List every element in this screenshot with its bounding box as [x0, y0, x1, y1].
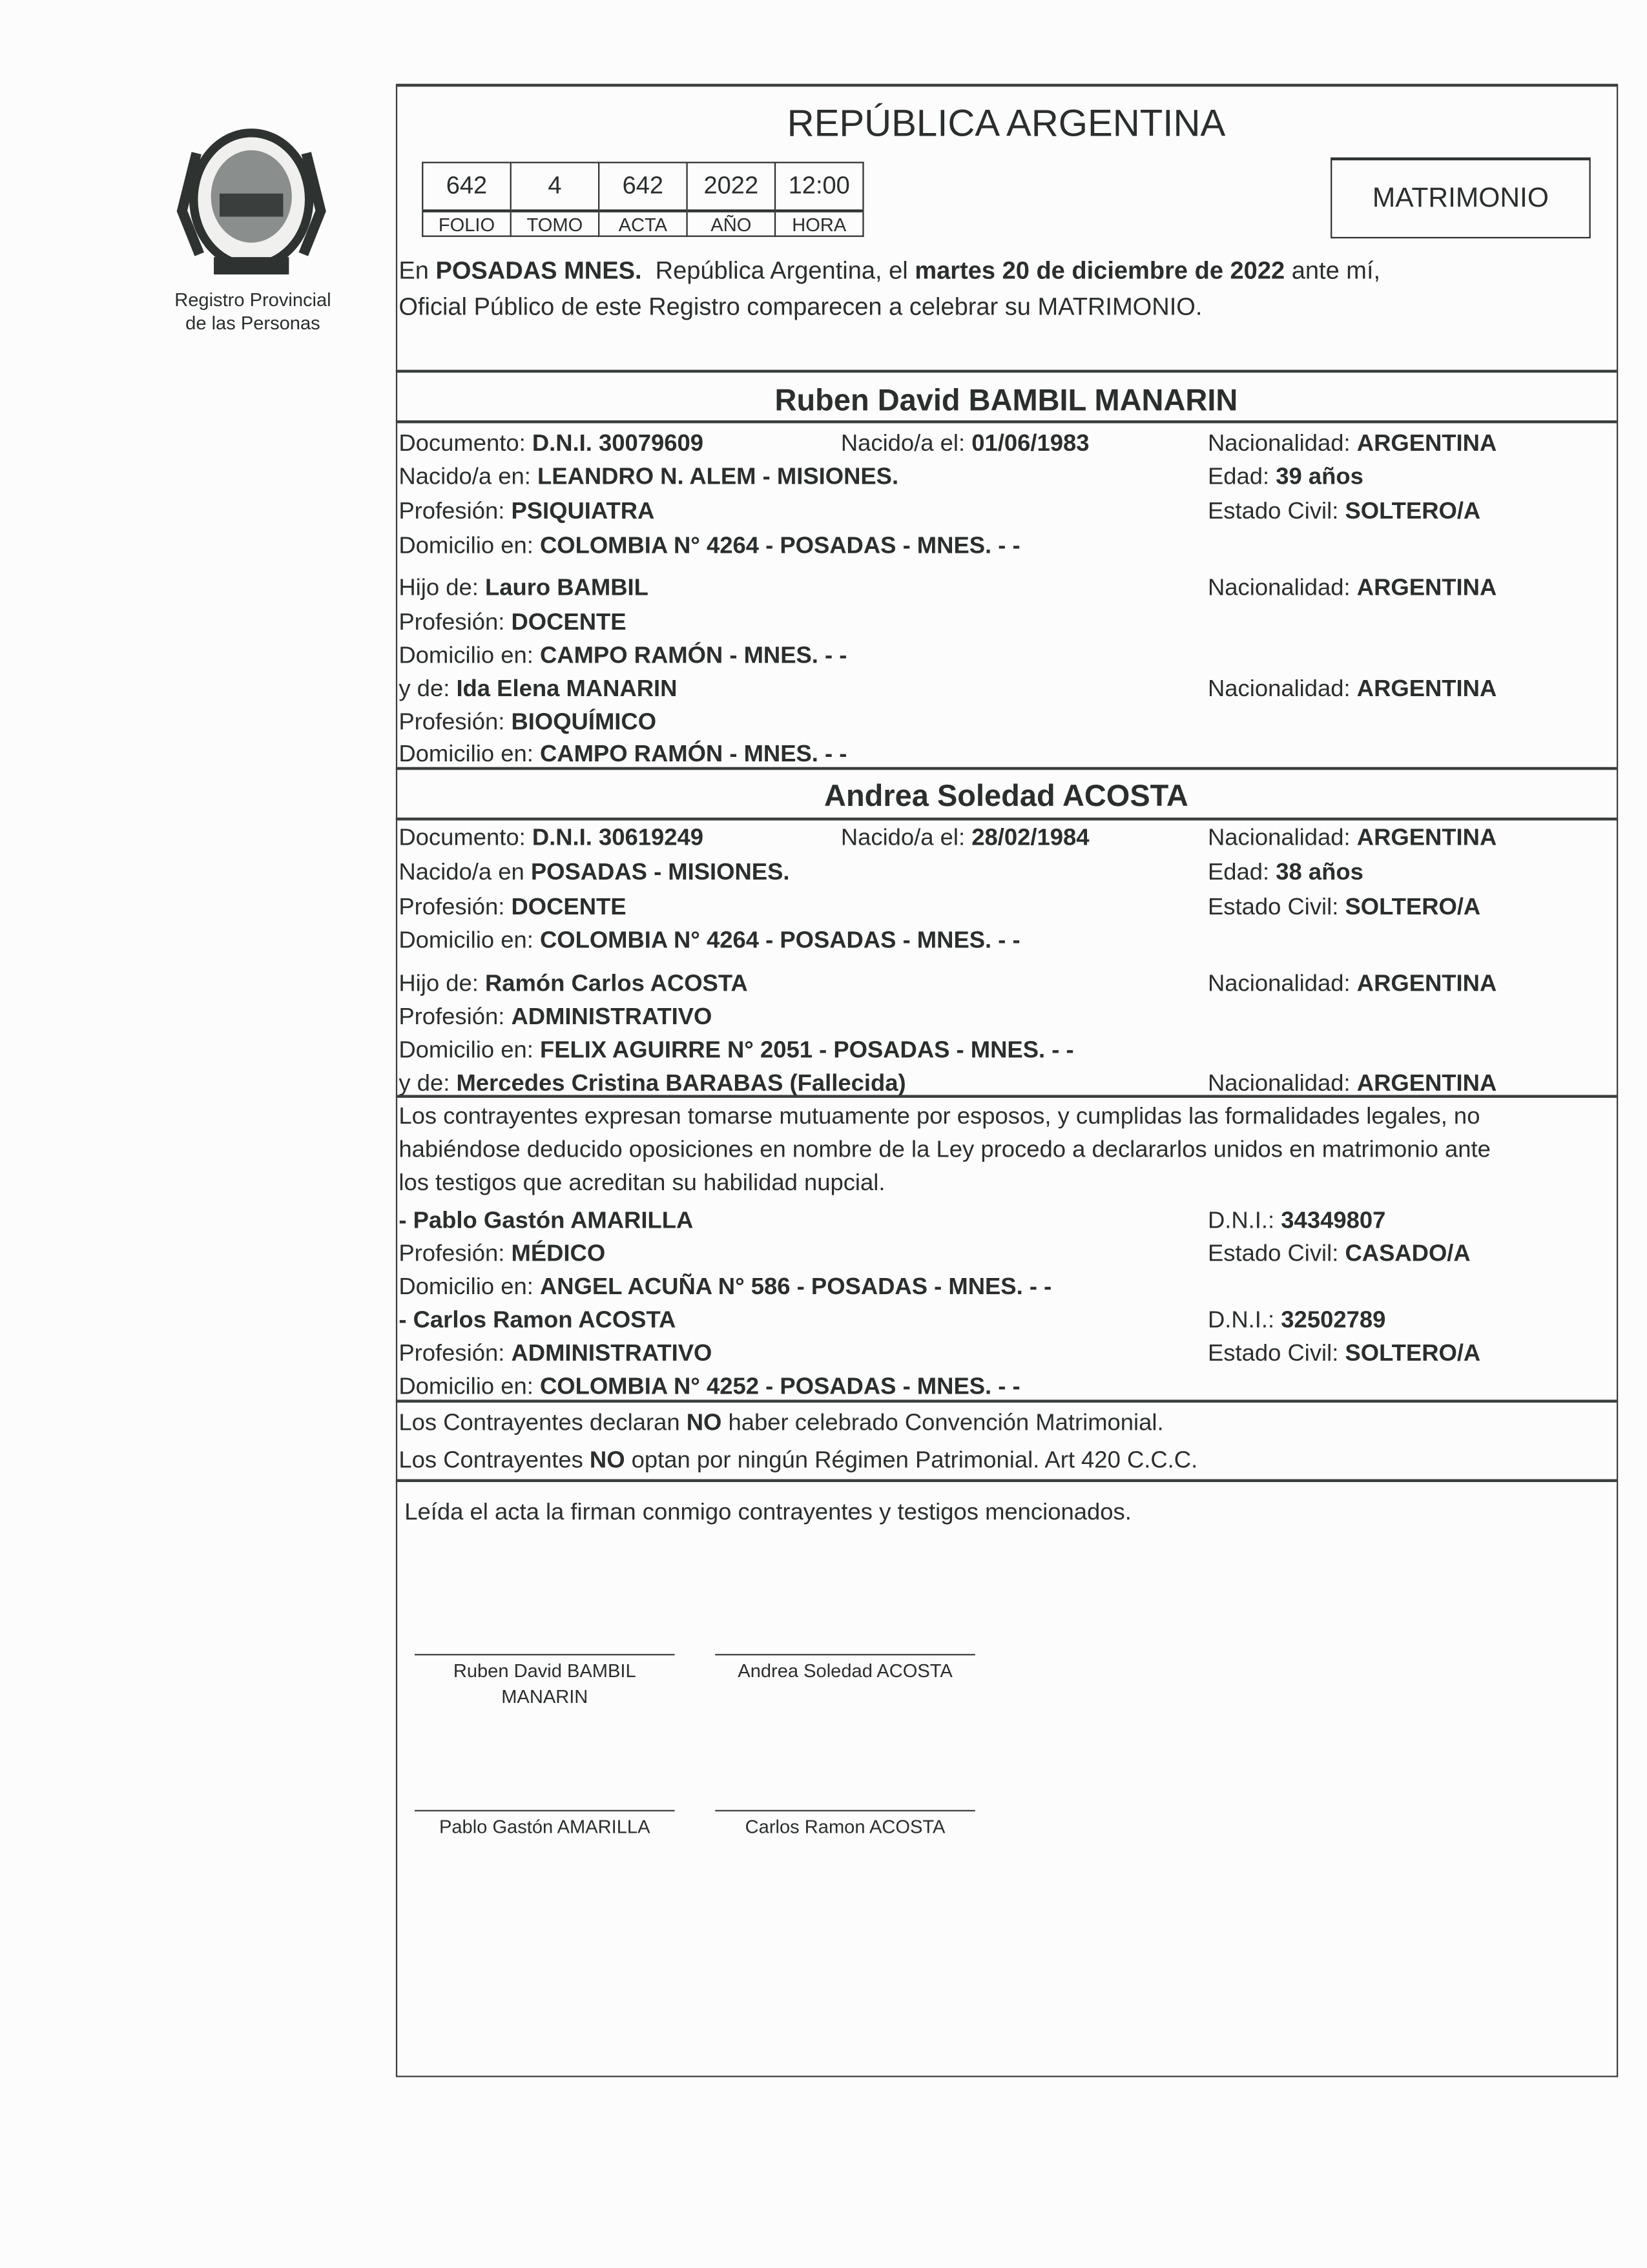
anio-label: AÑO — [687, 211, 775, 236]
divider — [396, 1479, 1617, 1481]
l: Nacionalidad: — [1207, 971, 1357, 997]
l: Domicilio en: — [399, 1374, 540, 1400]
divider — [396, 420, 1617, 423]
groom-father — [399, 573, 648, 603]
anio-value: 2022 — [687, 163, 775, 211]
groom-birthdate — [841, 429, 1090, 458]
l: Nacionalidad: — [1207, 1070, 1357, 1097]
groom-name: Ruben David BAMBIL MANARIN — [774, 384, 1238, 418]
v: ARGENTINA — [1356, 1070, 1497, 1097]
groom-nationality — [1208, 429, 1497, 458]
l: y de: — [399, 675, 457, 703]
groom-age — [1208, 462, 1363, 491]
hora-label: HORA — [775, 211, 863, 236]
witness-1-dni — [1208, 1206, 1385, 1235]
v: 38 años — [1276, 859, 1363, 886]
t: ante mí, — [1285, 257, 1381, 285]
bride-profession — [399, 892, 626, 922]
bride-address — [399, 926, 1020, 955]
witness-2-name — [399, 1306, 676, 1335]
witness-1-address — [399, 1273, 1051, 1302]
t: Los Contrayentes declaran — [399, 1410, 687, 1436]
l: Profesión: — [399, 709, 512, 736]
tomo-label: TOMO — [511, 211, 599, 236]
v: Ida Elena MANARIN — [456, 675, 678, 703]
closing-statement: Leída el acta la firman conmigo contrayentes y testigos mencionados. — [404, 1499, 1132, 1526]
t: República Argentina, el — [641, 257, 915, 285]
v: BIOQUÍMICO — [511, 709, 657, 736]
divider — [396, 1095, 1617, 1097]
l: Nacionalidad: — [1207, 430, 1357, 457]
signature-bride: Andrea Soledad ACOSTA — [715, 1654, 975, 1684]
groom-father-profession — [399, 608, 626, 637]
l: D.N.I.: — [1207, 1307, 1281, 1334]
l: Hijo de: — [399, 575, 485, 601]
l: Nacido/a en: — [399, 464, 537, 490]
bride-name: Andrea Soledad ACOSTA — [824, 779, 1188, 814]
declaration-line-2: habiéndose deducido oposiciones en nombre de la Ley procedo a declararlos unidos en matrimonio ante — [399, 1137, 1491, 1163]
v: D.N.I. 30619249 — [532, 825, 704, 851]
v: ARGENTINA — [1356, 675, 1497, 703]
l: y de: — [399, 1070, 457, 1097]
province-seal-logo — [171, 124, 333, 283]
tomo-value: 4 — [511, 163, 599, 211]
l: Edad: — [1207, 464, 1276, 490]
v: COLOMBIA N° 4264 - POSADAS - MNES. - - — [539, 927, 1020, 954]
v: SOLTERO/A — [1345, 1340, 1481, 1367]
v: DOCENTE — [511, 894, 627, 920]
caption-line-1: Registro Provincial — [174, 289, 331, 311]
divider — [396, 767, 1617, 770]
l: Nacionalidad: — [1207, 825, 1357, 851]
groom-mother-profession — [399, 708, 656, 737]
v: COLOMBIA N° 4264 - POSADAS - MNES. - - — [539, 533, 1020, 559]
l: Profesión: — [399, 609, 512, 636]
t: optan por ningún Régimen Patrimonial. Art 420 C.C.C. — [625, 1447, 1198, 1474]
bride-father-address — [399, 1036, 1073, 1065]
v: DOCENTE — [511, 609, 627, 636]
v: ADMINISTRATIVO — [511, 1004, 712, 1030]
v: NO — [686, 1410, 722, 1436]
l: Profesión: — [399, 1241, 512, 1267]
l: Edad: — [1207, 859, 1276, 886]
l: Profesión: — [399, 894, 512, 920]
groom-mother — [399, 675, 677, 704]
witness-2-dni — [1208, 1306, 1385, 1335]
l: Documento: — [399, 825, 532, 851]
groom-profession — [399, 497, 654, 526]
l: Profesión: — [399, 1004, 512, 1030]
v: CASADO/A — [1345, 1241, 1471, 1267]
v: FELIX AGUIRRE N° 2051 - POSADAS - MNES. - - — [539, 1037, 1074, 1064]
v: ANGEL ACUÑA N° 586 - POSADAS - MNES. - - — [539, 1273, 1052, 1301]
witness-2-address — [399, 1372, 1020, 1401]
l: Nacido/a el: — [840, 430, 972, 457]
v: Mercedes Cristina BARABAS (Fallecida) — [456, 1070, 906, 1097]
v: PSIQUIATRA — [511, 498, 655, 524]
v: SOLTERO/A — [1345, 498, 1481, 524]
v: 32502789 — [1281, 1307, 1386, 1334]
date: martes 20 de diciembre de 2022 — [915, 257, 1285, 285]
v: SOLTERO/A — [1345, 894, 1481, 920]
place: POSADAS MNES. — [435, 257, 642, 285]
acta-value: 642 — [599, 163, 687, 211]
l: Domicilio en: — [399, 533, 540, 559]
bride-mother — [399, 1069, 906, 1098]
intro-line-1 — [399, 257, 1380, 286]
l: Hijo de: — [399, 971, 485, 997]
v: ARGENTINA — [1356, 825, 1497, 851]
groom-father-nationality — [1208, 573, 1497, 603]
v: MÉDICO — [511, 1241, 606, 1267]
l: Estado Civil: — [1207, 1241, 1345, 1267]
acta-label: ACTA — [599, 211, 687, 236]
v: D.N.I. 30079609 — [532, 430, 704, 457]
l: Profesión: — [399, 498, 512, 524]
declaration-line-1: Los contrayentes expresan tomarse mutuamente por esposos, y cumplidas las formalidades legales, no — [399, 1103, 1480, 1130]
v: ARGENTINA — [1356, 430, 1497, 457]
v: ARGENTINA — [1356, 971, 1497, 997]
groom-address — [399, 531, 1020, 561]
v: CAMPO RAMÓN - MNES. - - — [539, 643, 847, 669]
bride-birthdate — [841, 823, 1090, 852]
folio-label: FOLIO — [422, 211, 510, 236]
v: Ramón Carlos ACOSTA — [484, 971, 748, 997]
t: haber celebrado Convención Matrimonial. — [721, 1410, 1164, 1436]
bride-father-profession — [399, 1002, 712, 1031]
caption-line-2: de las Personas — [185, 312, 320, 334]
v: 34349807 — [1281, 1207, 1386, 1234]
groom-civil-status — [1208, 497, 1480, 526]
declaration-line-3: los testigos que acreditan su habilidad nupcial. — [399, 1170, 886, 1197]
groom-father-address — [399, 641, 847, 670]
signature-witness-1: Pablo Gastón AMARILLA — [415, 1810, 675, 1840]
witness-1-name — [399, 1206, 693, 1235]
v: ADMINISTRATIVO — [511, 1340, 712, 1367]
witness-1-civil-status — [1208, 1239, 1471, 1268]
bride-document — [399, 823, 703, 852]
l: Estado Civil: — [1207, 894, 1345, 920]
v: 01/06/1983 — [971, 430, 1090, 457]
page-title: REPÚBLICA ARGENTINA — [787, 101, 1226, 145]
registry-caption — [145, 289, 362, 335]
intro-line-2: Oficial Público de este Registro comparecen a celebrar su MATRIMONIO. — [399, 293, 1203, 321]
bride-nationality — [1208, 823, 1497, 852]
divider — [396, 1399, 1617, 1402]
l: Domicilio en: — [399, 741, 540, 767]
l: Profesión: — [399, 1340, 512, 1367]
witness-1-profession — [399, 1239, 605, 1268]
v: COLOMBIA N° 4252 - POSADAS - MNES. - - — [539, 1374, 1020, 1400]
l: Nacido/a el: — [840, 825, 972, 851]
bride-mother-nationality — [1208, 1069, 1497, 1098]
t: En — [399, 257, 436, 285]
groom-mother-nationality — [1208, 675, 1497, 704]
hora-value: 12:00 — [775, 163, 863, 211]
v: POSADAS - MISIONES. — [530, 859, 790, 886]
v: 39 años — [1276, 464, 1363, 490]
v: ARGENTINA — [1356, 575, 1497, 601]
l: Nacionalidad: — [1207, 575, 1357, 601]
convention-statement — [399, 1408, 1163, 1438]
l: Domicilio en: — [399, 643, 540, 669]
v: CAMPO RAMÓN - MNES. - - — [539, 741, 847, 767]
groom-document — [399, 429, 703, 458]
witness-2-civil-status — [1208, 1339, 1480, 1368]
regime-statement — [399, 1446, 1197, 1475]
registry-table — [422, 162, 864, 237]
v: NO — [589, 1447, 625, 1474]
groom-birthplace — [399, 462, 898, 491]
divider — [396, 818, 1617, 820]
witness-2-profession — [399, 1339, 712, 1368]
divider — [396, 370, 1617, 373]
v: Lauro BAMBIL — [484, 575, 648, 601]
signature-witness-2: Carlos Ramon ACOSTA — [715, 1810, 975, 1840]
v: - Carlos Ramon ACOSTA — [399, 1307, 676, 1334]
bride-age — [1208, 858, 1363, 887]
t: Los Contrayentes — [399, 1447, 590, 1474]
groom-mother-address — [399, 739, 847, 768]
l: Domicilio en: — [399, 1273, 540, 1301]
v: 28/02/1984 — [971, 825, 1090, 851]
l: Estado Civil: — [1207, 1340, 1345, 1367]
bride-father-nationality — [1208, 969, 1497, 998]
v: LEANDRO N. ALEM - MISIONES. — [537, 464, 899, 490]
l: Documento: — [399, 430, 532, 457]
l: Domicilio en: — [399, 927, 540, 954]
v: - Pablo Gastón AMARILLA — [399, 1207, 694, 1234]
l: D.N.I.: — [1207, 1207, 1281, 1234]
l: Domicilio en: — [399, 1037, 540, 1064]
bride-birthplace — [399, 858, 789, 887]
bride-civil-status — [1208, 892, 1480, 922]
record-type-box: MATRIMONIO — [1331, 158, 1591, 238]
l: Nacido/a en — [399, 859, 531, 886]
signature-groom: Ruben David BAMBIL MANARIN — [415, 1654, 675, 1710]
bride-father — [399, 969, 747, 998]
l: Nacionalidad: — [1207, 675, 1357, 703]
folio-value: 642 — [422, 163, 510, 211]
l: Estado Civil: — [1207, 498, 1345, 524]
